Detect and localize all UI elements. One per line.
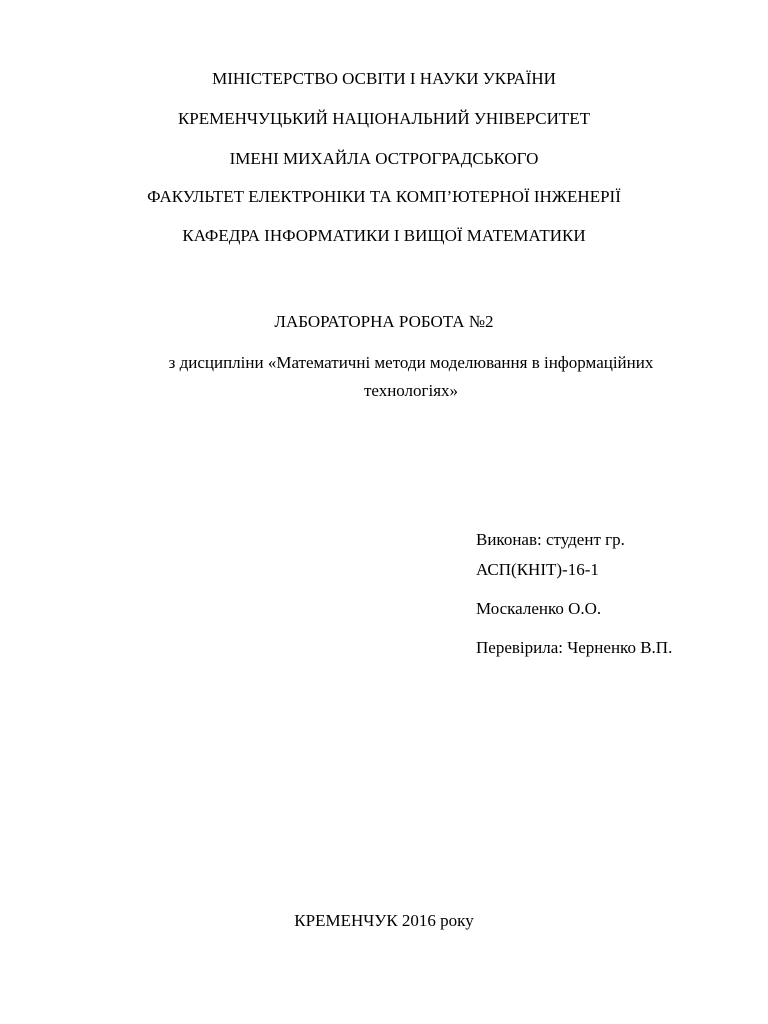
city-year: КРЕМЕНЧУК 2016 року [294, 911, 474, 930]
ministry-heading: МІНІСТЕРСТВО ОСВІТИ І НАУКИ УКРАЇНИ [212, 69, 556, 88]
student-group: АСП(КНІТ)-16-1 [476, 560, 599, 579]
university-heading: КРЕМЕНЧУЦЬКИЙ НАЦІОНАЛЬНИЙ УНІВЕРСИТЕТ [177, 109, 591, 128]
checked-by: Перевірила: Черненко В.П. [476, 638, 673, 657]
faculty-heading: ФАКУЛЬТЕТ ЕЛЕКТРОНІКИ ТА КОМП’ЮТЕРНОЇ ІНЖЕНЕРІЇ [147, 187, 621, 206]
performed-by-label: Виконав: студент гр. [476, 530, 625, 549]
university-named-after: ІМЕНІ МИХАЙЛА ОСТРОГРАДСЬКОГО [229, 149, 539, 168]
department-heading: КАФЕДРА ІНФОРМАТИКИ І ВИЩОЇ МАТЕМАТИКИ [182, 226, 586, 245]
work-title: ЛАБОРАТОРНА РОБОТА №2 [274, 312, 494, 331]
student-name: Москаленко О.О. [476, 599, 602, 618]
discipline-subject: з дисципліни «Математичні методи моделювання в інформаційних технологіях» [168, 353, 654, 400]
